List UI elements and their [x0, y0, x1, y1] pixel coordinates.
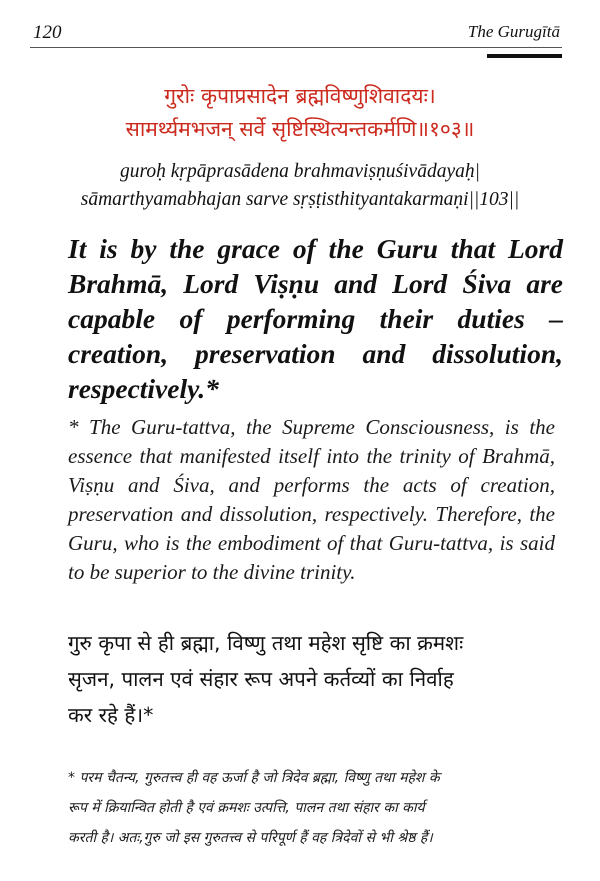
sanskrit-line: सामर्थ्यमभजन् सर्वे सृष्टिस्थित्यन्तकर्मणि॥१०३॥ — [125, 117, 475, 141]
hindi-translation-line: गुरु कृपा से ही ब्रह्मा, विष्णु तथा महेश सृष्टि का क्रमशः — [68, 631, 464, 655]
sanskrit-line: गुरोः कृपाप्रसादेन ब्रह्मविष्णुशिवादयः। — [164, 84, 436, 108]
hindi-footnote-line: करती है। अतः,गुरु जो इस गुरुतत्त्व से परिपूर्ण हैं वह त्रिदेवों से भी श्रेष्ठ हैं। — [68, 830, 433, 846]
transliteration-line: guroḥ kṛpāprasādena brahmaviṣṇuśivādayaḥ| — [120, 161, 480, 182]
header-rule — [30, 47, 562, 48]
english-footnote: * The Guru-tattva, the Supreme Consciousness, is the essence that manifested itself into the trinity of Brahmā, Viṣṇu and Śiva, and performs the acts of creation, preservation and dissolution, respectively. Therefore, the Guru, who is the embodiment of that Guru-tattva, is said to be superior to the divine trinity. — [68, 415, 555, 584]
verse-transliteration — [0, 158, 600, 214]
transliteration-line: sāmarthyamabhajan sarve sṛṣṭisthityantakarmaṇi||103|| — [80, 189, 520, 210]
hindi-footnote-line: रूप में क्रियान्वित होती है एवं क्रमशः उत्पत्ति, पालन तथा संहार का कार्य — [68, 800, 425, 816]
hindi-translation-line: सृजन, पालन एवं संहार रूप अपने कर्तव्यों का निर्वाह — [68, 667, 454, 691]
english-translation: It is by the grace of the Guru that Lord Brahmā, Lord Viṣṇu and Lord Śiva are capable of performing their duties – creation, preservation and dissolution, respectively.* — [68, 233, 563, 404]
page-number: 120 — [33, 22, 62, 43]
hindi-translation-line: कर रहे हैं।* — [68, 703, 154, 727]
verse-sanskrit — [0, 80, 600, 146]
header-accent-bar — [487, 54, 562, 58]
hindi-translation — [68, 625, 565, 733]
running-head: The Gurugītā — [467, 22, 560, 41]
hindi-footnote — [68, 763, 568, 853]
hindi-footnote-line: * परम चैतन्य, गुरुतत्त्व ही वह ऊर्जा है जो त्रिदेव ब्रह्मा, विष्णु तथा महेश के — [68, 770, 440, 786]
